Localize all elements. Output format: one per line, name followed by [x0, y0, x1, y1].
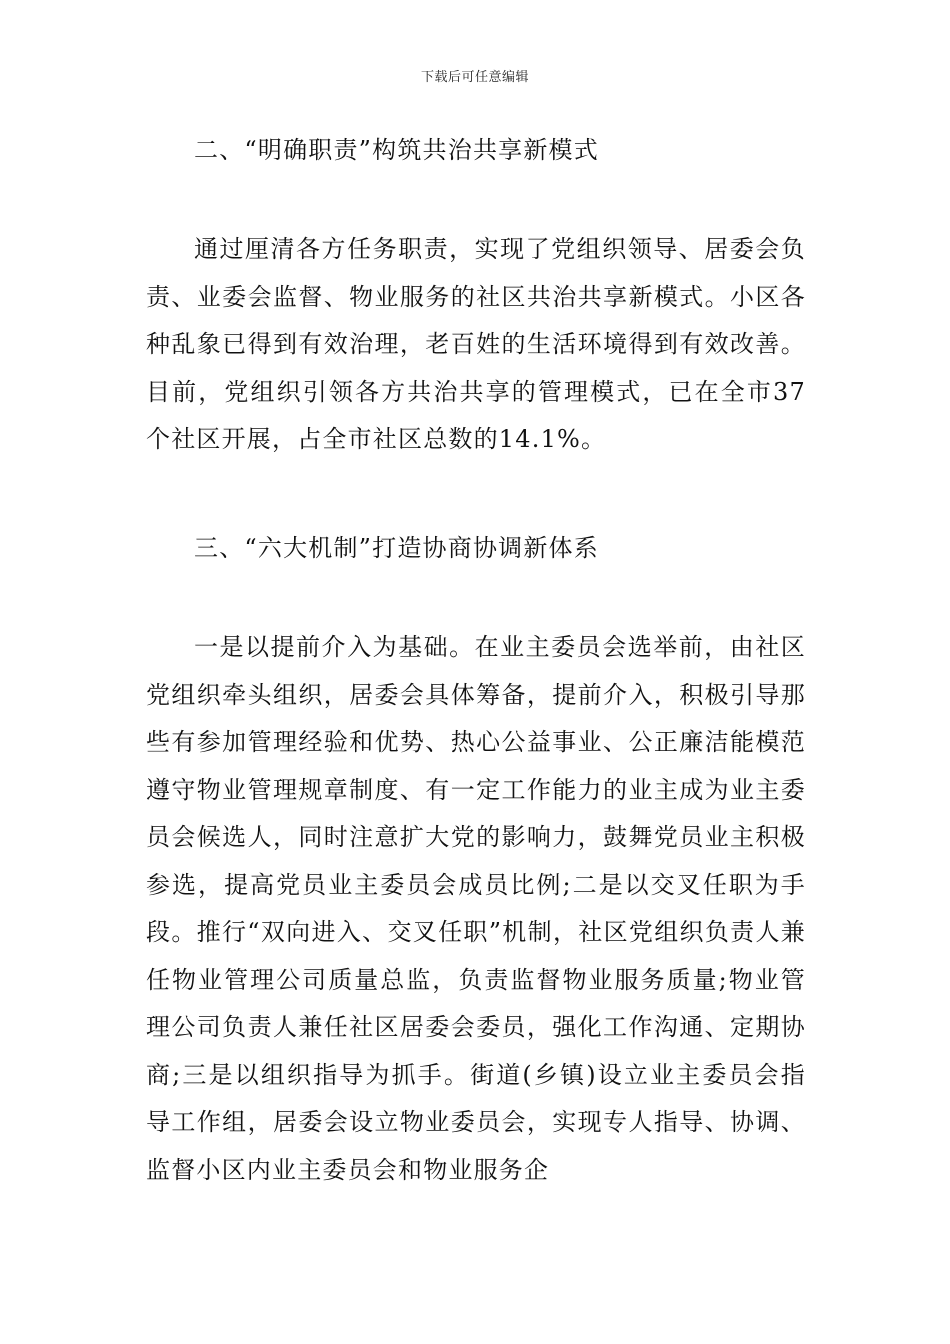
section-paragraph-3 — [146, 624, 806, 1194]
section-paragraph-2 — [146, 226, 806, 464]
section-heading-3: 三、“六大机制”打造协商协调新体系 — [194, 534, 599, 562]
paragraph-text: 一是以提前介入为基础。在业主委员会选举前，由社区党组织牵头组织，居委会具体筹备，提前介入，积极引导那些有参加管理经验和优势、热心公益事业、公正廉洁能模范遵守物业管理规章制度、有一定工作能力的业主成为业主委员会候选人，同时注意扩大党的影响力，鼓舞党员业主积极参选，提高党员业主委员会成员比例;二是以交叉任职为手段。推行“双向进入、交叉任职”机制，社区党组织负责人兼任物业管理公司质量总监，负责监督物业服务质量;物业管理公司负责人兼任社区居委会委员，强化工作沟通、定期协商;三是以组织指导为抓手。街道(乡镇)设立业主委员会指导工作组，居委会设立物业委员会，实现专人指导、协调、监督小区内业主委员会和物业服务企 — [146, 633, 806, 1184]
paragraph-text: 通过厘清各方任务职责，实现了党组织领导、居委会负责、业委会监督、物业服务的社区共治共享新模式。小区各种乱象已得到有效治理，老百姓的生活环境得到有效改善。目前，党组织引领各方共治共享的管理模式，已在全市37个社区开展，占全市社区总数的14.1%。 — [146, 235, 806, 453]
section-heading-2: 二、“明确职责”构筑共治共享新模式 — [194, 136, 599, 164]
header-note: 下载后可任意编辑 — [420, 70, 529, 85]
